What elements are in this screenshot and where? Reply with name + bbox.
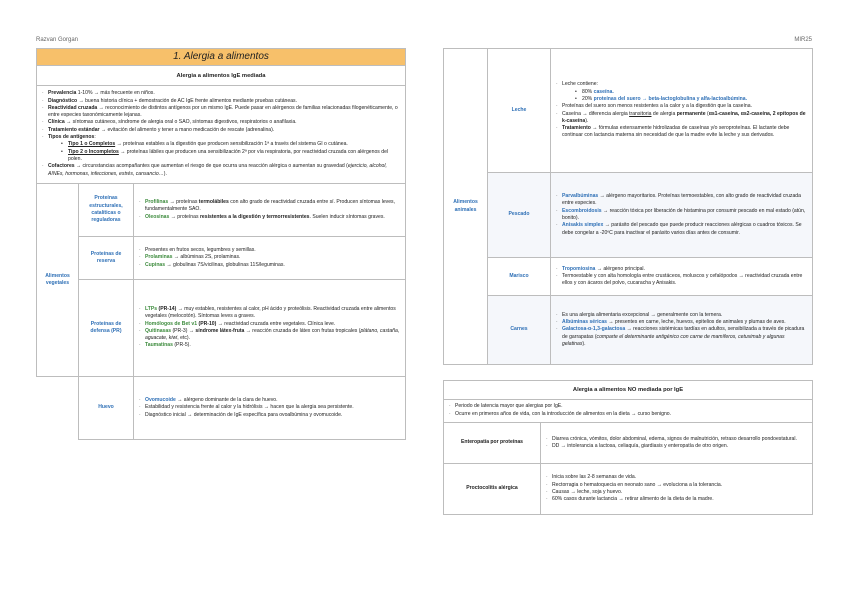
- intro-item: · Clínica → síntomas cutáneos, síndrome de alergia oral o SAO, síntomas digestivos, respiratorios o anafilaxia.: [41, 119, 401, 126]
- author-header: Razvan Gorgan: [36, 37, 79, 43]
- fish-content: · Parvalbúminas → alérgeno mayoritarios. Proteínas termoestables, con alto grado de reactividad cruzada entre especies. · Escombroidosis → reacción tóxica por liberación de histamina por consumir pescado en mal estado (atún, bonito). · Anisakis simplex → parásito del pescado que puede producir reacciones alérgicas o cuadros tóxicos. Se debe congelar a -20ºC para inactivar el parásito varios días antes de consumir.: [551, 173, 813, 258]
- meat-label: Carnes: [488, 296, 551, 365]
- egg-label: Huevo: [79, 376, 134, 439]
- struct-label: Proteínas estructurales, catalíticas o reguladoras: [79, 183, 134, 236]
- page-title: 1. Alergia a alimentos: [37, 49, 406, 66]
- intro-item: · Cofactores → circunstancias acompañantes que aumentan el riesgo de que ocurra una reacción alérgica o aumentan su gravedad (ejercicio, alcohol, AINEs, hormonas, infecciones, estrés, cansancio…).: [41, 163, 401, 178]
- intro-item: · Reactividad cruzada → reconocimiento de distintos antígenos por un mismo IgE. Puede pasar en alérgenos de familias relacionadas filogenéticamente, o entre especies taxonómicamente lejanas.: [41, 105, 401, 120]
- milk-content: · Leche contiene: • 80% caseína. • 20% proteínas del suero → beta-lactoglobulina y alfa-lactoalbúmina. · Proteínas del suero son menos resistentes a la calor y a la digestión que la caseína. · Caseína → diferencia alergia transitoria de alergia permanente (αs1-caseína, αs2-caseína, 2 epítopos de k-caseína). · Tratamiento → fórmulas extensamente hidrolizadas de caseínas y/o seroproteínas. El lactante debe continuar con lactancia materna sin necesidad de que la madre evite la leche y sus derivados.: [551, 49, 813, 173]
- defense-label: Proteínas de defensa (PR): [79, 279, 134, 376]
- defense-content: · LTPs (PR-14) → muy estables, resistentes al calor, pH ácido y proteólisis. Reactividad cruzada entre alimentos vegetales (melocotón). Síntomas leves a graves. · Homólogos de Bet v1 (PR-10) → reactividad cruzada entre vegetales. Clínica leve. · Quitinasas (PR-3) → síndrome látex-fruta → reacción cruzada de látex con frutas tropicales (plátano, castaña, aguacate, kiwi, etc). · Taumatinas (PR-5).: [134, 279, 406, 376]
- animal-table: [443, 48, 813, 365]
- ige-intro: [37, 86, 406, 184]
- milk-label: Leche: [488, 49, 551, 173]
- animal-category: Alimentos animales: [444, 49, 488, 365]
- proctocolitis-label: Proctocolitis alérgica: [444, 463, 541, 514]
- non-ige-header: Alergia a alimentos NO mediada por IgE: [444, 381, 813, 400]
- shellfish-content: · Tropomiosina → alérgeno principal. · Termoestable y con alta homología entre crustáceos, moluscos y cefalópodos → reactividad cruzada entre ellos y con ácaros del polvo, cucaracha y Anisakis.: [551, 258, 813, 296]
- veg-category: Alimentos vegetales: [37, 183, 79, 376]
- course-header: MIR25: [794, 37, 812, 43]
- intro-item: · Tratamiento estándar → evitación del alimento y tener a mano medicación de rescate (adrenalina).: [41, 127, 401, 134]
- meat-content: · Es una alergia alimentaria excepcional → generalmente con la ternera. · Albúminas séricas → presentes en carne, leche, huevos, epitelios de animales y plumas de aves. · Galactosa-α-1,3-galactosa → reacciones sistémicas tardías en adultos, sensibilizada a través de picadura de garrapatas (comparte el determinante antigénico con carne de mamíferos, cetuximab y algunas gelatinas).: [551, 296, 813, 365]
- antigen-type: • Tipo 1 o Completos → proteínas estables a la digestión que producen sensibilización 1ª a través del sistema GI o cutánea.: [48, 141, 401, 148]
- fish-label: Pescado: [488, 173, 551, 258]
- intro-item: · Tipos de antígenos: • Tipo 1 o Completos → proteínas estables a la digestión que producen sensibilización 1ª a través del sistema GI o cutánea. • Tipo 2 o Incompletos → proteínas lábiles que producen una sensibilización 2ª por vía respiratoria, por reactividad cruzada con alérgenos del polen.: [41, 134, 401, 163]
- reserve-content: · Presentes en frutos secos, legumbres y semillas. · Prolaminas → albúminas 2S, prolaminas. · Cupinas → globulinas 7S/vicilinas, globulinas 11S/leguminas.: [134, 236, 406, 279]
- non-ige-intro: · Periodo de latencia mayor que alergias por IgE. · Ocurre en primeros años de vida, con la introducción de alimentos en la dieta → curso benigno.: [444, 400, 813, 423]
- antigen-type: • Tipo 2 o Incompletos → proteínas lábiles que producen una sensibilización 2ª por vía respiratoria, por reactividad cruzada con alérgenos del polen.: [48, 149, 401, 164]
- intro-item: · Prevalencia 1-10% → más frecuente en niños.: [41, 90, 401, 97]
- reserve-label: Proteínas de reserva: [79, 236, 134, 279]
- intro-item: · Diagnóstico → buena historia clínica + demostración de AC IgE frente alimentos mediante pruebas cutáneas.: [41, 98, 401, 105]
- right-page: [443, 48, 813, 515]
- proctocolitis-content: · Inicia sobre las 2-8 semanas de vida. · Rectorragia o hematoquecia en neonato sano → evoluciona a la tolerancia. · Causas → leche, soja y huevo. · 60% casos durante lactancia → retirar alimento de la dieta de la madre.: [541, 463, 813, 514]
- enteropathy-label: Enteropatía por proteínas: [444, 422, 541, 463]
- egg-content: · Ovomucoide → alérgeno dominante de la clara de huevo. · Estabilidad y resistencia frente al calor y la hidrólisis → hacen que la alergia sea persistente. · Diagnóstico inicial → determinación de IgE específica para ovoalbúmina y ovomucoide.: [134, 376, 406, 439]
- shellfish-label: Marisco: [488, 258, 551, 296]
- non-ige-table: [443, 380, 813, 515]
- struct-content: · Profilinas → proteínas termolábiles con alto grado de reactividad cruzada entre sí. Producen síntomas leves, fundamentalmente SAO. · Oleosinas → proteínas resistentes a la digestión y termorresistentes. Suelen inducir síntomas graves.: [134, 183, 406, 236]
- enteropathy-content: · Diarrea crónica, vómitos, dolor abdominal, edema, signos de malnutrición, retraso desarrollo pondoestatural. · DD → intolerancia a lactosa, celiaquía, giardiasis y enteropatía de otro origen.: [541, 422, 813, 463]
- ige-section-header: Alergia a alimentos IgE mediada: [37, 66, 406, 86]
- left-table: [36, 48, 406, 440]
- left-page: [36, 48, 406, 440]
